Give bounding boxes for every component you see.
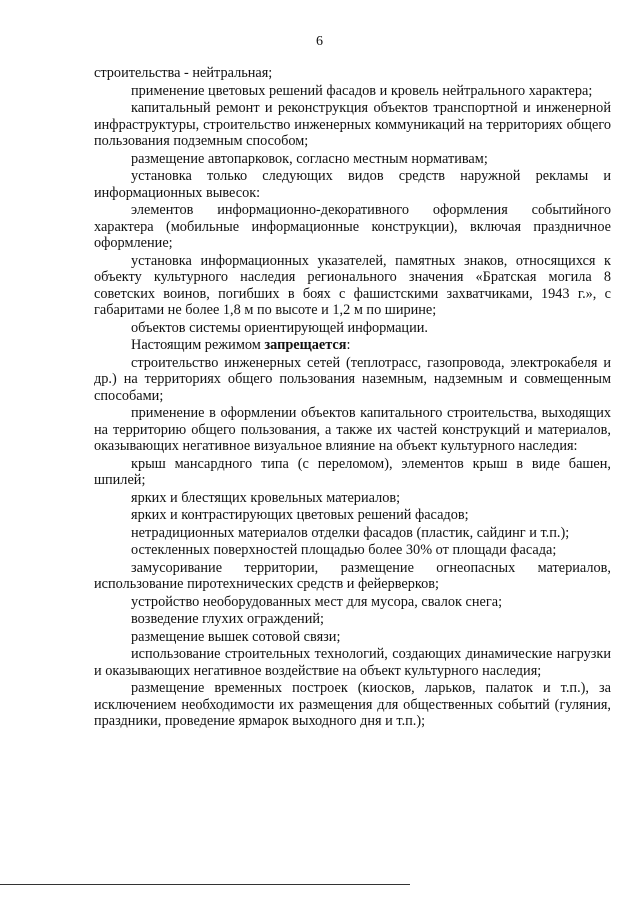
paragraph: возведение глухих ограждений;: [131, 611, 324, 627]
paragraph: остекленных поверхностей площадью более 30% от площади фасада;: [131, 542, 557, 558]
paragraph: установка информационных указателей, памятных знаков, относящихся к объекту культурного наследия регионального значения «Братская могила 8 советских воинов, погибших в боях с фашистскими захватчиками, 1943 г.», с габаритами не более 1,8 м по высоте и 1,2 м по ширине;: [94, 252, 611, 318]
paragraph: размещение вышек сотовой связи;: [131, 628, 341, 645]
paragraph: замусоривание территории, размещение огнеопасных материалов, использование пиротехнических средств и фейерверков;: [94, 559, 611, 592]
prohibited-heading-lead: Настоящим режимом: [131, 337, 265, 353]
paragraph: устройство необорудованных мест для мусора, свалок снега;: [131, 593, 503, 610]
paragraph: строительство инженерных сетей (теплотрасс, газопровода, электрокабеля и др.) на территориях общего пользования наземным, надземным и совмещенным способами;: [94, 354, 611, 404]
paragraph: размещение автопарковок, согласно местным нормативам;: [131, 150, 488, 167]
prohibited-heading-emphasis: запрещается: [264, 337, 347, 353]
footer-divider: [0, 884, 410, 885]
paragraph: установка только следующих видов средств наружной рекламы и информационных вывесок:: [94, 168, 611, 201]
prohibited-heading: [94, 337, 611, 354]
page-number: 6: [316, 34, 323, 49]
paragraph: размещение временных построек (киосков, ларьков, палаток и т.п.), за исключением необходимости их размещения для общественных событий (гуляния, праздники, проведение ярмарок выходного дня и т.п.);: [94, 680, 611, 729]
paragraph: использование строительных технологий, создающих динамические нагрузки и оказывающих негативное воздействие на объект культурного наследия;: [94, 646, 611, 679]
prohibited-heading-tail: :: [346, 337, 351, 353]
paragraph: капитальный ремонт и реконструкция объектов транспортной и инженерной инфраструктуры, строительство инженерных коммуникаций на территориях общего пользования подземным способом;: [94, 100, 611, 149]
paragraph: объектов системы ориентирующей информации.: [131, 319, 428, 336]
paragraph: ярких и контрастирующих цветовых решений фасадов;: [131, 507, 469, 523]
paragraph: строительства - нейтральная;: [94, 65, 273, 81]
paragraph: элементов информационно-декоративного оформления событийного характера (мобильные информационные конструкции), включая праздничное оформление;: [94, 202, 611, 251]
paragraph: нетрадиционных материалов отделки фасадов (пластик, сайдинг и т.п.);: [131, 524, 570, 541]
paragraph: ярких и блестящих кровельных материалов;: [131, 489, 401, 506]
paragraph: крыш мансардного типа (с переломом), элементов крыш в виде башен, шпилей;: [94, 455, 611, 488]
paragraph: применение цветовых решений фасадов и кровель нейтрального характера;: [131, 82, 593, 99]
paragraph: применение в оформлении объектов капитального строительства, выходящих на территорию общего пользования, а также их частей конструкций и материалов, оказывающих негативное визуальное влияние на объект культурного наследия:: [94, 405, 611, 454]
document-body: [94, 65, 611, 730]
